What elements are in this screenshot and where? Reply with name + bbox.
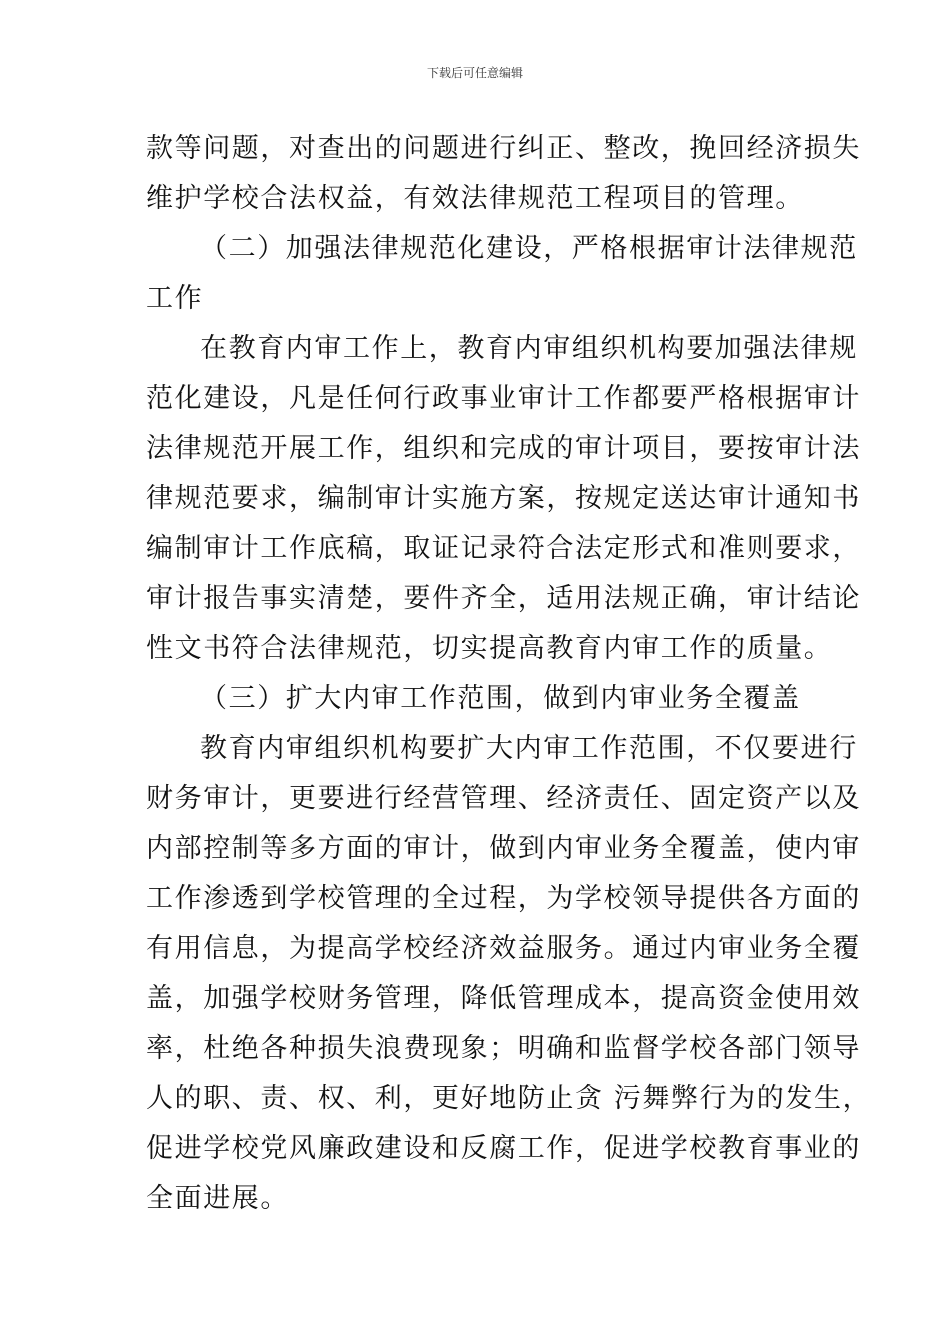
text-line: 款等问题，对查出的问题进行纠正、整改，挽回经济损失 bbox=[146, 133, 861, 164]
text-line: 工作渗透到学校管理的全过程，为学校领导提供各方面的 bbox=[146, 883, 861, 914]
text-line: 率，杜绝各种损失浪费现象；明确和监督学校各部门领导 bbox=[146, 1033, 861, 1064]
text-line: 有用信息，为提高学校经济效益服务。通过内审业务全覆 bbox=[146, 933, 861, 964]
text-line: 全面进展。 bbox=[146, 1183, 289, 1214]
text-line: 工作 bbox=[146, 283, 204, 314]
text-line: 教育内审组织机构要扩大内审工作范围，不仅要进行 bbox=[200, 733, 858, 764]
text-line: 财务审计，更要进行经营管理、经济责任、固定资产以及 bbox=[146, 783, 861, 814]
text-line: 盖，加强学校财务管理，降低管理成本，提高资金使用效 bbox=[146, 983, 861, 1014]
text-line: 维护学校合法权益，有效法律规范工程项目的管理。 bbox=[146, 183, 804, 214]
text-line: 编制审计工作底稿，取证记录符合法定形式和准则要求， bbox=[146, 533, 861, 564]
text-line: （三）扩大内审工作范围，做到内审业务全覆盖 bbox=[200, 683, 801, 714]
text-line: 审计报告事实清楚，要件齐全，适用法规正确，审计结论 bbox=[146, 583, 861, 614]
text-line: 范化建设，凡是任何行政事业审计工作都要严格根据审计 bbox=[146, 383, 861, 414]
text-line: 内部控制等多方面的审计，做到内审业务全覆盖，使内审 bbox=[146, 833, 861, 864]
text-line: 法律规范开展工作，组织和完成的审计项目，要按审计法 bbox=[146, 433, 861, 464]
text-line: 性文书符合法律规范，切实提高教育内审工作的质量。 bbox=[146, 633, 833, 664]
text-line: 促进学校党风廉政建设和反腐工作，促进学校教育事业的 bbox=[146, 1133, 861, 1164]
page-header: 下载后可任意编辑 bbox=[426, 66, 523, 80]
text-line: 人的职、责、权、利，更好地防止贪 污舞弊行为的发生， bbox=[146, 1083, 872, 1114]
text-line: 在教育内审工作上，教育内审组织机构要加强法律规 bbox=[200, 333, 858, 364]
text-line: （二）加强法律规范化建设，严格根据审计法律规范 bbox=[200, 233, 858, 264]
text-line: 律规范要求，编制审计实施方案，按规定送达审计通知书 bbox=[146, 483, 861, 514]
